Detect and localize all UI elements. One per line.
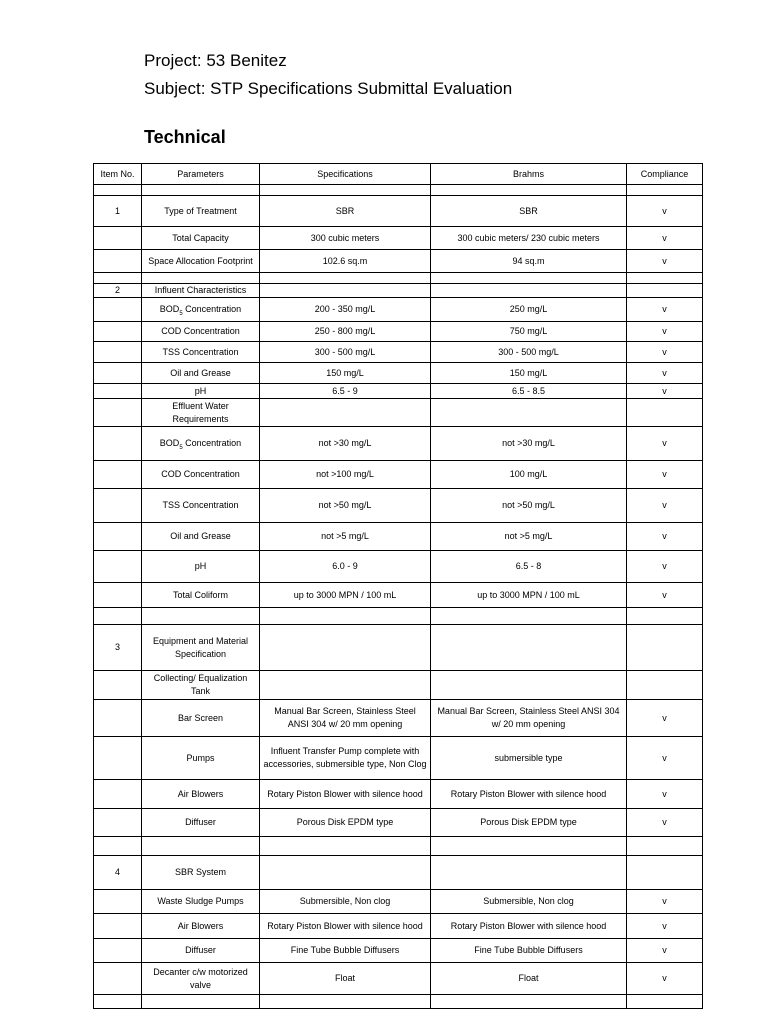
- brahms-cell: [431, 608, 627, 625]
- table-row: [94, 489, 703, 523]
- table-row: [94, 551, 703, 583]
- section-heading: Technical: [144, 127, 226, 147]
- parameter-cell: [142, 185, 260, 196]
- specification-cell: [260, 608, 431, 625]
- table-row: [94, 837, 703, 856]
- compliance-cell: [627, 671, 703, 700]
- brahms-cell: submersible type: [431, 737, 627, 780]
- item-no-cell: [94, 963, 142, 995]
- specification-cell: [260, 284, 431, 298]
- parameter-label-tail: Concentration: [182, 304, 242, 314]
- table-row: [94, 671, 703, 700]
- compliance-cell: [627, 625, 703, 671]
- parameter-cell: Pumps: [142, 737, 260, 780]
- specification-cell: not >50 mg/L: [260, 489, 431, 523]
- table-row: [94, 809, 703, 837]
- item-no-cell: [94, 384, 142, 399]
- compliance-cell: v: [627, 737, 703, 780]
- item-no-cell: [94, 427, 142, 461]
- parameter-cell: [142, 995, 260, 1009]
- brahms-cell: 250 mg/L: [431, 298, 627, 322]
- item-no-cell: [94, 995, 142, 1009]
- compliance-cell: v: [627, 342, 703, 363]
- specification-cell: Porous Disk EPDM type: [260, 809, 431, 837]
- compliance-cell: v: [627, 250, 703, 273]
- table-row: [94, 523, 703, 551]
- parameter-cell: Space Allocation Footprint: [142, 250, 260, 273]
- item-no-cell: [94, 890, 142, 914]
- compliance-cell: [627, 608, 703, 625]
- parameter-cell: Total Coliform: [142, 583, 260, 608]
- parameter-cell: Air Blowers: [142, 780, 260, 809]
- table-row: [94, 995, 703, 1009]
- col-header-compliance: Compliance: [627, 164, 703, 185]
- item-no-cell: [94, 342, 142, 363]
- specification-cell: [260, 671, 431, 700]
- compliance-cell: v: [627, 914, 703, 939]
- compliance-cell: v: [627, 963, 703, 995]
- table-row: [94, 427, 703, 461]
- specification-cell: [260, 273, 431, 284]
- brahms-cell: Porous Disk EPDM type: [431, 809, 627, 837]
- parameter-subscript: 5: [179, 444, 183, 451]
- compliance-cell: v: [627, 809, 703, 837]
- item-no-cell: [94, 227, 142, 250]
- compliance-cell: v: [627, 384, 703, 399]
- parameter-cell: Diffuser: [142, 939, 260, 963]
- table-row: [94, 250, 703, 273]
- brahms-cell: [431, 625, 627, 671]
- col-header-specifications: Specifications: [260, 164, 431, 185]
- table-row: [94, 625, 703, 671]
- item-no-cell: [94, 914, 142, 939]
- table-row: [94, 700, 703, 737]
- brahms-cell: not >5 mg/L: [431, 523, 627, 551]
- specification-cell: [260, 856, 431, 890]
- item-no-cell: [94, 700, 142, 737]
- item-no-cell: [94, 489, 142, 523]
- compliance-cell: v: [627, 551, 703, 583]
- compliance-cell: v: [627, 700, 703, 737]
- specification-cell: Rotary Piston Blower with silence hood: [260, 780, 431, 809]
- parameter-cell: Air Blowers: [142, 914, 260, 939]
- brahms-cell: 150 mg/L: [431, 363, 627, 384]
- parameter-cell: Bar Screen: [142, 700, 260, 737]
- brahms-cell: Fine Tube Bubble Diffusers: [431, 939, 627, 963]
- specification-cell: 300 - 500 mg/L: [260, 342, 431, 363]
- specification-cell: 6.5 - 9: [260, 384, 431, 399]
- brahms-cell: [431, 837, 627, 856]
- table-row: [94, 780, 703, 809]
- table-row: [94, 399, 703, 427]
- item-no-cell: [94, 608, 142, 625]
- item-no-cell: [94, 583, 142, 608]
- col-header-brahms: Brahms: [431, 164, 627, 185]
- brahms-cell: 6.5 - 8.5: [431, 384, 627, 399]
- item-no-cell: [94, 939, 142, 963]
- compliance-cell: [627, 995, 703, 1009]
- item-no-cell: [94, 671, 142, 700]
- col-header-item-no: Item No.: [94, 164, 142, 185]
- subject-title: Subject: STP Specifications Submittal Evaluation: [144, 79, 513, 98]
- brahms-cell: Float: [431, 963, 627, 995]
- parameter-cell: Influent Characteristics: [142, 284, 260, 298]
- specification-cell: 300 cubic meters: [260, 227, 431, 250]
- compliance-cell: [627, 399, 703, 427]
- item-no-cell: 4: [94, 856, 142, 890]
- parameter-cell: Oil and Grease: [142, 523, 260, 551]
- parameter-label-tail: Concentration: [182, 438, 242, 448]
- compliance-cell: v: [627, 461, 703, 489]
- compliance-cell: [627, 273, 703, 284]
- specification-cell: [260, 995, 431, 1009]
- brahms-cell: 100 mg/L: [431, 461, 627, 489]
- compliance-cell: v: [627, 890, 703, 914]
- brahms-cell: [431, 273, 627, 284]
- parameter-cell: Total Capacity: [142, 227, 260, 250]
- compliance-cell: v: [627, 489, 703, 523]
- table-row: [94, 342, 703, 363]
- specification-cell: 200 - 350 mg/L: [260, 298, 431, 322]
- brahms-cell: [431, 995, 627, 1009]
- specification-cell: [260, 185, 431, 196]
- parameter-cell: Diffuser: [142, 809, 260, 837]
- parameter-subscript: 5: [179, 310, 183, 317]
- compliance-cell: v: [627, 780, 703, 809]
- specification-cell: 250 - 800 mg/L: [260, 322, 431, 342]
- project-title: Project: 53 Benitez: [144, 51, 287, 70]
- parameter-cell: TSS Concentration: [142, 489, 260, 523]
- compliance-cell: v: [627, 939, 703, 963]
- parameter-cell: [142, 298, 260, 322]
- compliance-cell: v: [627, 583, 703, 608]
- brahms-cell: Rotary Piston Blower with silence hood: [431, 780, 627, 809]
- item-no-cell: [94, 551, 142, 583]
- brahms-cell: 750 mg/L: [431, 322, 627, 342]
- table-row: [94, 384, 703, 399]
- specification-cell: not >100 mg/L: [260, 461, 431, 489]
- compliance-cell: v: [627, 363, 703, 384]
- table-row: [94, 273, 703, 284]
- compliance-cell: v: [627, 427, 703, 461]
- table-row: [94, 914, 703, 939]
- specification-cell: [260, 399, 431, 427]
- col-header-parameters: Parameters: [142, 164, 260, 185]
- compliance-cell: v: [627, 227, 703, 250]
- specification-cell: Manual Bar Screen, Stainless Steel ANSI 304 w/ 20 mm opening: [260, 700, 431, 737]
- brahms-cell: 6.5 - 8: [431, 551, 627, 583]
- table-row: [94, 608, 703, 625]
- parameter-cell: Collecting/ Equalization Tank: [142, 671, 260, 700]
- parameter-cell: [142, 427, 260, 461]
- specifications-table: [93, 163, 703, 1009]
- parameter-cell: pH: [142, 384, 260, 399]
- table-row: [94, 737, 703, 780]
- compliance-cell: [627, 856, 703, 890]
- table-row: [94, 461, 703, 489]
- brahms-cell: [431, 671, 627, 700]
- brahms-cell: [431, 284, 627, 298]
- table-row: [94, 185, 703, 196]
- parameter-cell: Waste Sludge Pumps: [142, 890, 260, 914]
- item-no-cell: [94, 363, 142, 384]
- parameter-label: BOD: [159, 304, 180, 314]
- table-row: [94, 583, 703, 608]
- table-row: [94, 322, 703, 342]
- item-no-cell: [94, 837, 142, 856]
- compliance-cell: [627, 185, 703, 196]
- parameter-cell: COD Concentration: [142, 322, 260, 342]
- brahms-cell: [431, 399, 627, 427]
- specification-cell: Rotary Piston Blower with silence hood: [260, 914, 431, 939]
- item-no-cell: [94, 523, 142, 551]
- brahms-cell: 94 sq.m: [431, 250, 627, 273]
- table-row: [94, 284, 703, 298]
- specification-cell: Submersible, Non clog: [260, 890, 431, 914]
- compliance-cell: v: [627, 196, 703, 227]
- brahms-cell: not >30 mg/L: [431, 427, 627, 461]
- parameter-cell: SBR System: [142, 856, 260, 890]
- specification-cell: Influent Transfer Pump complete with accessories, submersible type, Non Clog: [260, 737, 431, 780]
- item-no-cell: 2: [94, 284, 142, 298]
- parameter-cell: Equipment and Material Specification: [142, 625, 260, 671]
- table-header-row: [94, 164, 703, 185]
- item-no-cell: [94, 780, 142, 809]
- compliance-cell: v: [627, 322, 703, 342]
- item-no-cell: [94, 399, 142, 427]
- parameter-cell: COD Concentration: [142, 461, 260, 489]
- table-row: [94, 227, 703, 250]
- parameter-label: BOD: [159, 438, 180, 448]
- specification-cell: Float: [260, 963, 431, 995]
- specification-cell: 150 mg/L: [260, 363, 431, 384]
- brahms-cell: Manual Bar Screen, Stainless Steel ANSI 304 w/ 20 mm opening: [431, 700, 627, 737]
- compliance-cell: v: [627, 523, 703, 551]
- compliance-cell: [627, 837, 703, 856]
- specification-cell: up to 3000 MPN / 100 mL: [260, 583, 431, 608]
- parameter-cell: [142, 837, 260, 856]
- brahms-cell: up to 3000 MPN / 100 mL: [431, 583, 627, 608]
- specification-cell: 102.6 sq.m: [260, 250, 431, 273]
- item-no-cell: [94, 185, 142, 196]
- item-no-cell: [94, 298, 142, 322]
- specification-cell: Fine Tube Bubble Diffusers: [260, 939, 431, 963]
- specification-cell: [260, 837, 431, 856]
- compliance-cell: v: [627, 298, 703, 322]
- brahms-cell: not >50 mg/L: [431, 489, 627, 523]
- item-no-cell: [94, 737, 142, 780]
- parameter-cell: Effluent Water Requirements: [142, 399, 260, 427]
- parameter-cell: TSS Concentration: [142, 342, 260, 363]
- parameter-cell: Oil and Grease: [142, 363, 260, 384]
- brahms-cell: [431, 185, 627, 196]
- parameter-cell: pH: [142, 551, 260, 583]
- item-no-cell: 1: [94, 196, 142, 227]
- brahms-cell: SBR: [431, 196, 627, 227]
- item-no-cell: 3: [94, 625, 142, 671]
- parameter-cell: Decanter c/w motorized valve: [142, 963, 260, 995]
- table-row: [94, 890, 703, 914]
- table-row: [94, 939, 703, 963]
- parameter-cell: Type of Treatment: [142, 196, 260, 227]
- table-row: [94, 298, 703, 322]
- specification-cell: SBR: [260, 196, 431, 227]
- brahms-cell: 300 - 500 mg/L: [431, 342, 627, 363]
- parameter-cell: [142, 608, 260, 625]
- item-no-cell: [94, 273, 142, 284]
- table-row: [94, 856, 703, 890]
- parameter-cell: [142, 273, 260, 284]
- brahms-cell: Submersible, Non clog: [431, 890, 627, 914]
- item-no-cell: [94, 809, 142, 837]
- specification-cell: [260, 625, 431, 671]
- specification-cell: not >30 mg/L: [260, 427, 431, 461]
- specification-cell: 6.0 - 9: [260, 551, 431, 583]
- brahms-cell: 300 cubic meters/ 230 cubic meters: [431, 227, 627, 250]
- brahms-cell: Rotary Piston Blower with silence hood: [431, 914, 627, 939]
- table-row: [94, 363, 703, 384]
- specification-cell: not >5 mg/L: [260, 523, 431, 551]
- item-no-cell: [94, 461, 142, 489]
- item-no-cell: [94, 250, 142, 273]
- brahms-cell: [431, 856, 627, 890]
- table-row: [94, 963, 703, 995]
- table-row: [94, 196, 703, 227]
- item-no-cell: [94, 322, 142, 342]
- compliance-cell: [627, 284, 703, 298]
